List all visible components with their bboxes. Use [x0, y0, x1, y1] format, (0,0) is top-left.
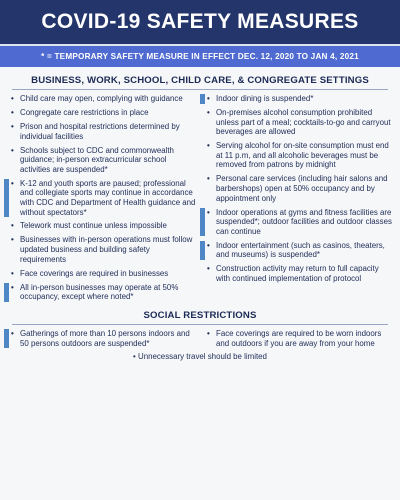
measure-item: • Schools subject to CDC and commonwealth guidance; in-person extracurricular school activities are suspended*: [11, 145, 174, 174]
bullet-icon: •: [11, 235, 14, 245]
measure-item: • Construction activity may return to full capacity with continued implementation of protocol: [207, 264, 379, 283]
social-section-heading: SOCIAL RESTRICTIONS: [143, 310, 257, 322]
measure-item: • Businesses with in-person operations must follow updated business and building safety requirements: [11, 235, 193, 264]
social-right-column: [204, 329, 392, 350]
bullet-icon: •: [11, 221, 14, 231]
measure-item: • Telework must continue unless impossible: [11, 221, 167, 231]
business-left-column: [8, 94, 196, 306]
bullet-icon: •: [11, 268, 14, 278]
measure-item-temporary: • Gatherings of more than 10 persons indoors and 50 persons outdoors are suspended*: [8, 329, 196, 348]
measure-item: • Congregate care restrictions in place: [11, 107, 149, 117]
social-left-column: [8, 329, 196, 350]
bullet-icon: •: [207, 107, 210, 117]
notice-banner: [0, 46, 400, 67]
travel-measure: • Unnecessary travel should be limited: [133, 352, 267, 362]
bullet-icon: •: [207, 94, 210, 103]
bullet-icon: •: [11, 121, 14, 131]
measure-item: • Personal care services (including hair salons and barbershops) open at 50% occupancy and by appointment only: [207, 174, 388, 203]
bullet-icon: •: [207, 174, 210, 184]
temporary-measure-notice: * = TEMPORARY SAFETY MEASURE IN EFFECT DEC. 12, 2020 TO JAN 4, 2021: [41, 52, 359, 61]
business-section-heading: BUSINESS, WORK, SCHOOL, CHILD CARE, & CONGREGATE SETTINGS: [31, 75, 369, 86]
measure-item: • On-premises alcohol consumption prohibited unless part of a meal; cocktails-to-go and carryout beverages are allowed: [207, 107, 391, 137]
bullet-icon: •: [133, 352, 136, 362]
bullet-icon: •: [11, 145, 14, 155]
measure-item-temporary: • Indoor operations at gyms and fitness facilities are suspended*; outdoor facilities and outdoor classes can continue: [204, 208, 392, 237]
bullet-icon: •: [11, 107, 14, 117]
bullet-icon: •: [11, 282, 14, 292]
page-title: COVID-19 SAFETY MEASURES: [41, 10, 359, 33]
bullet-icon: •: [11, 329, 14, 339]
bullet-icon: •: [207, 141, 210, 151]
measure-item: • Face coverings are required in businesses: [11, 268, 169, 278]
measure-item-temporary: • Indoor dining is suspended*: [204, 94, 392, 104]
measure-item: • Child care may open, complying with guidance: [11, 94, 183, 103]
bullet-icon: •: [11, 178, 14, 188]
business-right-column: [204, 94, 392, 306]
business-measures: [0, 90, 400, 306]
bullet-icon: •: [207, 207, 210, 217]
measure-item: • Prison and hospital restrictions determined by individual facilities: [11, 121, 180, 141]
measure-item: • Serving alcohol for on-site consumption must end at 11 p.m, and all alcoholic beverages must be removed from patrons by midnight: [207, 141, 389, 170]
measure-item-temporary: • All in-person businesses may operate at 50% occupancy, except where noted*: [8, 283, 196, 302]
bullet-icon: •: [207, 240, 210, 250]
measure-item: • Face coverings are required to be worn indoors and outdoors if you are away from your home: [207, 329, 382, 348]
title-banner: [0, 0, 400, 46]
measure-item-temporary: • Indoor entertainment (such as casinos, theaters, and museums) is suspended*: [204, 241, 392, 260]
bullet-icon: •: [11, 94, 14, 103]
measure-item-temporary: • K-12 and youth sports are paused; professional and collegiate sports may continue in accordance with CDC and Department of Health guidance and without spectators*: [8, 179, 196, 217]
social-measures: [0, 325, 400, 350]
bullet-icon: •: [207, 264, 210, 274]
bullet-icon: •: [207, 329, 210, 339]
